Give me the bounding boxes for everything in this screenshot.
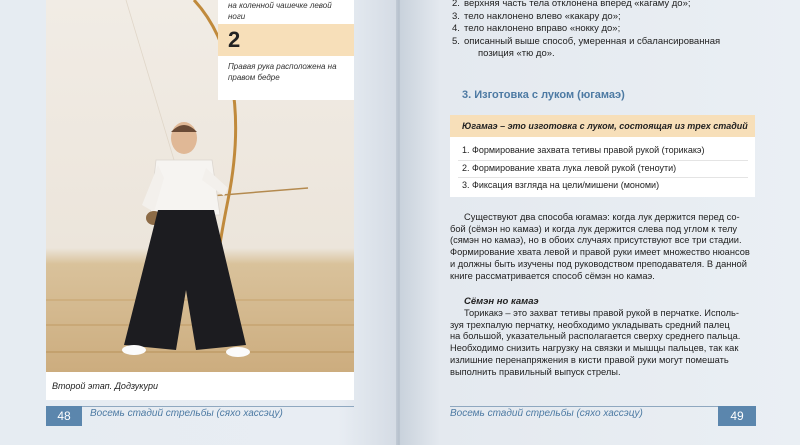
list-item: 3. тело наклонено влево «какару до»; (452, 10, 621, 22)
stage-item: 2. Формирование хвата лука левой рукой (теноути) (462, 163, 677, 173)
text-line: (сямэн но камаэ), но в обоих случаях присутствуют все три стадии. (450, 235, 742, 246)
photo-caption: Второй этап. Додзукури (52, 381, 159, 391)
page-number-left: 48 (46, 406, 82, 426)
text-line: на большой, указательный располагается сверху среднего пальца. (450, 331, 741, 342)
footer-rule-right (450, 406, 718, 407)
list-item: позиция «тю до». (478, 48, 555, 59)
posture-list (452, 0, 762, 61)
text-line: зуя трехпалую перчатку, необходимо укладывать средний палец (450, 319, 730, 330)
stage-item: 1. Формирование захвата тетивы правой рукой (торикакэ) (462, 145, 705, 155)
running-title-left: Восемь стадий стрельбы (сяхо хассэцу) (90, 408, 283, 419)
list-item: 5. описанный выше способ, умеренная и сбалансированная (452, 35, 721, 47)
step-panel-top-text: на коленной чашечке левой ноги (228, 1, 332, 21)
text-line: бой (сёмэн но камаэ) и когда лук держится слева под углом к телу (450, 223, 738, 234)
text-line: излишние перенапряжения в кисти правой руки могут помешать (450, 354, 729, 365)
stage-divider (458, 177, 748, 178)
section-heading: 3. Изготовка с луком (югамаэ) (462, 89, 625, 101)
paragraph-2 (450, 308, 756, 378)
text-line: Формирование хвата левой и правой руки имеет множество нюансов (450, 247, 750, 258)
running-title-right: Восемь стадий стрельбы (сяхо хассэцу) (450, 408, 643, 419)
step-description: Правая рука расположена на правом бедре (228, 62, 337, 82)
text-line: и должны быть изучены под руководством преподавателя. В данной (450, 258, 747, 269)
text-line: выполнить правильный выпуск стрелы. (450, 366, 621, 377)
text-line: Торикакэ – это захват тетивы правой рукой в перчатке. Исполь- (464, 308, 739, 318)
subheading: Сёмэн но камаэ (464, 296, 539, 307)
stage-divider (458, 160, 748, 161)
text-line: Существуют два способа югамаэ: когда лук держится перед со- (464, 212, 740, 222)
stage-item: 3. Фиксация взгляда на цели/мишени (мономи) (462, 180, 660, 190)
stages-box-title: Югамаэ – это изготовка с луком, состоящая из трех стадий (462, 121, 748, 131)
list-item: 4. тело наклонено вправо «нокку до»; (452, 23, 621, 34)
page-number-right: 49 (718, 406, 756, 426)
text-line: книге рассматривается способ сёмэн но камаэ. (450, 270, 655, 281)
footer-rule-left (82, 406, 354, 407)
step-number: 2 (228, 27, 241, 52)
text-line: Необходимо снизить нагрузку на связки и мышцы пальцев, так как (450, 343, 739, 354)
list-item: 2. верхняя часть тела отклонена вперед «кагаму до»; (452, 0, 691, 9)
paragraph-1 (450, 212, 756, 282)
